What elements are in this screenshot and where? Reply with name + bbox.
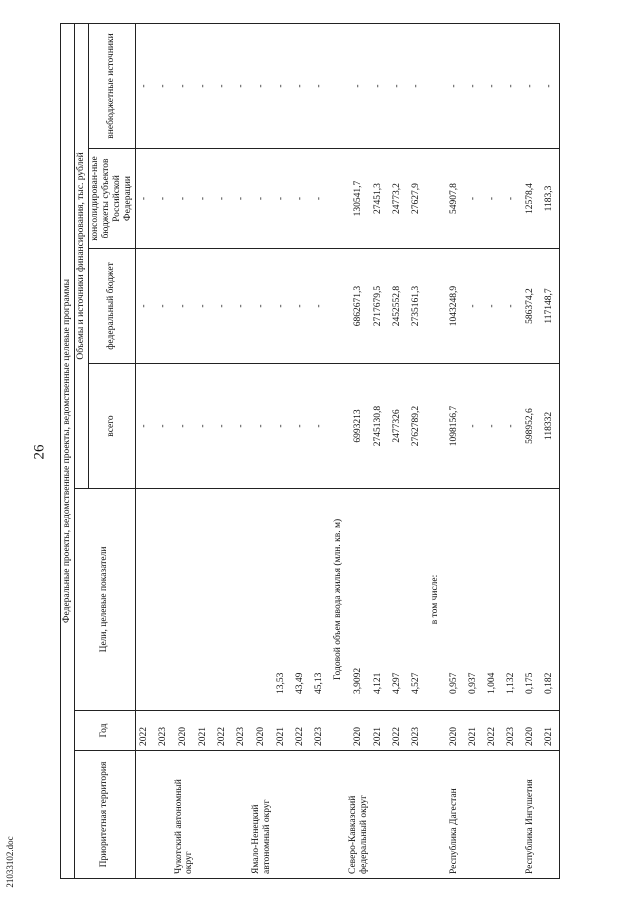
table-row	[445, 23, 464, 878]
extrabudget-cell: -	[135, 23, 155, 148]
extrabudget-cell: -	[502, 23, 521, 148]
territory-cell: Ямало-Ненецкий автономный округ	[251, 751, 272, 879]
federal-cell: -	[232, 249, 251, 364]
territory-cell	[426, 751, 445, 879]
consolidated-cell: -	[155, 149, 174, 249]
territory-cell	[329, 751, 348, 879]
territory-cell	[194, 751, 213, 879]
year-cell: 2022	[213, 711, 232, 751]
table-row	[291, 23, 310, 878]
year-cell: 2021	[464, 711, 483, 751]
year-cell: 2023	[310, 711, 329, 751]
total-cell: 2745130,8	[369, 364, 388, 489]
total-cell: 1098156,7	[445, 364, 464, 489]
year-cell: 2023	[502, 711, 521, 751]
table-row	[310, 23, 329, 878]
consolidated-cell: -	[251, 149, 272, 249]
table-row	[521, 23, 540, 878]
table-row	[194, 23, 213, 878]
table-row	[232, 23, 251, 878]
year-cell: 2021	[272, 711, 291, 751]
goal-value-cell: 4,121	[369, 489, 388, 711]
col-territory: Приоритетная территория	[74, 751, 135, 879]
total-cell: -	[464, 364, 483, 489]
table-row	[388, 23, 407, 878]
territory-cell	[540, 751, 560, 879]
table-row	[272, 23, 291, 878]
goal-value-cell: 13,53	[272, 489, 291, 711]
consolidated-cell: -	[213, 149, 232, 249]
extrabudget-cell: -	[194, 23, 213, 148]
year-cell: 2020	[348, 711, 369, 751]
goal-value-cell: 0,175	[521, 489, 540, 711]
table-row	[540, 23, 560, 878]
table-body	[135, 23, 560, 878]
consolidated-cell: 130541,7	[348, 149, 369, 249]
territory-cell	[155, 751, 174, 879]
total-cell: -	[213, 364, 232, 489]
col-year: Год	[74, 711, 135, 751]
territory-cell	[272, 751, 291, 879]
consolidated-cell: 24773,2	[388, 149, 407, 249]
total-cell: -	[502, 364, 521, 489]
extrabudget-cell: -	[251, 23, 272, 148]
federal-cell: -	[272, 249, 291, 364]
table-row	[348, 23, 369, 878]
extrabudget-cell: -	[407, 23, 426, 148]
year-cell: 2021	[540, 711, 560, 751]
federal-cell: -	[213, 249, 232, 364]
consolidated-cell: -	[483, 149, 502, 249]
goal-value-cell	[155, 489, 174, 711]
extrabudget-cell: -	[388, 23, 407, 148]
table-row	[174, 23, 195, 878]
extrabudget-cell: -	[310, 23, 329, 148]
table-row	[213, 23, 232, 878]
year-cell: 2020	[174, 711, 195, 751]
table-subheading-row	[426, 23, 445, 878]
goal-value-cell: 4,297	[388, 489, 407, 711]
territory-cell	[232, 751, 251, 879]
total-cell: -	[310, 364, 329, 489]
total-cell: 6993213	[348, 364, 369, 489]
extrabudget-cell: -	[174, 23, 195, 148]
year-cell: 2022	[135, 711, 155, 751]
goal-value-cell: 0,937	[464, 489, 483, 711]
total-cell	[329, 364, 348, 489]
year-cell: 2022	[388, 711, 407, 751]
federal-cell: -	[310, 249, 329, 364]
goal-value-cell: 0,957	[445, 489, 464, 711]
federal-cell: -	[135, 249, 155, 364]
consolidated-cell: 12578,4	[521, 149, 540, 249]
goal-value-cell: 1,132	[502, 489, 521, 711]
col-goals: Цели, целевые показатели	[74, 489, 135, 711]
federal-cell: -	[155, 249, 174, 364]
goal-value-cell: 3,9092	[348, 489, 369, 711]
federal-cell: 2452552,8	[388, 249, 407, 364]
extrabudget-cell: -	[464, 23, 483, 148]
territory-cell	[369, 751, 388, 879]
table-row	[369, 23, 388, 878]
extrabudget-cell: -	[369, 23, 388, 148]
federal-cell: -	[502, 249, 521, 364]
year-cell	[329, 711, 348, 751]
extrabudget-cell	[426, 23, 445, 148]
extrabudget-cell: -	[483, 23, 502, 148]
goal-value-cell: 1,004	[483, 489, 502, 711]
territory-cell	[464, 751, 483, 879]
extrabudget-cell: -	[155, 23, 174, 148]
table-row	[251, 23, 272, 878]
goal-value-cell: 43,49	[291, 489, 310, 711]
year-cell: 2023	[155, 711, 174, 751]
consolidated-cell: -	[135, 149, 155, 249]
consolidated-cell: 1183,3	[540, 149, 560, 249]
extrabudget-cell: -	[272, 23, 291, 148]
consolidated-cell: -	[232, 149, 251, 249]
territory-cell	[502, 751, 521, 879]
rotated-table-container	[60, 24, 630, 879]
table-row	[155, 23, 174, 878]
document-footer: 21033102.doc	[5, 836, 15, 888]
consolidated-cell	[426, 149, 445, 249]
consolidated-cell: 27451,3	[369, 149, 388, 249]
financing-table	[60, 23, 560, 879]
page-number: 26	[31, 444, 48, 460]
subheading-cell: в том числе:	[426, 489, 445, 711]
table-stage	[60, 24, 630, 879]
year-cell: 2022	[291, 711, 310, 751]
year-cell: 2021	[369, 711, 388, 751]
consolidated-cell: -	[464, 149, 483, 249]
territory-cell: Республика Ингушетия	[521, 751, 540, 879]
year-cell: 2022	[483, 711, 502, 751]
goal-value-cell	[174, 489, 195, 711]
total-cell: -	[483, 364, 502, 489]
goal-value-cell	[251, 489, 272, 711]
goal-value-cell: 4,527	[407, 489, 426, 711]
federal-cell: 2735161,3	[407, 249, 426, 364]
territory-cell	[483, 751, 502, 879]
consolidated-cell: -	[310, 149, 329, 249]
col-extrabudget: внебюджетные источники	[88, 23, 135, 148]
table-subheading-row	[329, 23, 348, 878]
year-cell: 2023	[407, 711, 426, 751]
total-cell: -	[174, 364, 195, 489]
total-cell: -	[272, 364, 291, 489]
territory-cell	[213, 751, 232, 879]
extrabudget-cell: -	[348, 23, 369, 148]
col-consolidated: консолидирован-ные бюджеты субъектов Российской Федерации	[88, 149, 135, 249]
col-total: всего	[88, 364, 135, 489]
table-row	[407, 23, 426, 878]
total-cell: -	[291, 364, 310, 489]
federal-cell: 6862671,3	[348, 249, 369, 364]
year-cell: 2023	[232, 711, 251, 751]
total-cell: -	[155, 364, 174, 489]
extrabudget-cell: -	[232, 23, 251, 148]
extrabudget-cell	[329, 23, 348, 148]
consolidated-cell: 27627,9	[407, 149, 426, 249]
federal-cell: -	[194, 249, 213, 364]
territory-cell: Северо-Кавказский федеральный округ	[348, 751, 369, 879]
federal-cell: 2717679,5	[369, 249, 388, 364]
total-cell: -	[135, 364, 155, 489]
extrabudget-cell: -	[445, 23, 464, 148]
federal-cell	[329, 249, 348, 364]
total-cell: -	[251, 364, 272, 489]
federal-cell: -	[464, 249, 483, 364]
extrabudget-cell: -	[521, 23, 540, 148]
year-cell	[426, 711, 445, 751]
subheading-cell: Годовой объем ввода жилья (млн. кв. м)	[329, 489, 348, 711]
year-cell: 2020	[521, 711, 540, 751]
territory-cell	[291, 751, 310, 879]
consolidated-cell: 54907,8	[445, 149, 464, 249]
total-cell: 118332	[540, 364, 560, 489]
col-federal: федеральный бюджет	[88, 249, 135, 364]
federal-cell: 1043248,9	[445, 249, 464, 364]
territory-cell	[135, 751, 155, 879]
territory-cell	[310, 751, 329, 879]
goal-value-cell: 0,182	[540, 489, 560, 711]
total-cell: 598952,6	[521, 364, 540, 489]
extrabudget-cell: -	[540, 23, 560, 148]
consolidated-cell: -	[272, 149, 291, 249]
consolidated-cell: -	[502, 149, 521, 249]
territory-cell	[388, 751, 407, 879]
goal-value-cell	[213, 489, 232, 711]
federal-cell: 117148,7	[540, 249, 560, 364]
goal-value-cell: 45,13	[310, 489, 329, 711]
federal-cell: -	[174, 249, 195, 364]
consolidated-cell: -	[194, 149, 213, 249]
consolidated-cell	[329, 149, 348, 249]
territory-cell: Чукотский автономный округ	[174, 751, 195, 879]
goal-value-cell	[194, 489, 213, 711]
total-cell: 2477326	[388, 364, 407, 489]
table-row	[483, 23, 502, 878]
territory-cell	[407, 751, 426, 879]
federal-cell: -	[291, 249, 310, 364]
year-cell: 2020	[445, 711, 464, 751]
col-funding: Объемы и источники финансирования, тыс. рублей	[74, 23, 88, 488]
year-cell: 2021	[194, 711, 213, 751]
federal-cell: -	[251, 249, 272, 364]
federal-cell: 586374,2	[521, 249, 540, 364]
territory-cell: Республика Дагестан	[445, 751, 464, 879]
table-row	[135, 23, 155, 878]
consolidated-cell: -	[174, 149, 195, 249]
table-row	[464, 23, 483, 878]
group-title: Федеральные проекты, ведомственные проекты, ведомственные целевые программы	[61, 23, 75, 878]
total-cell: -	[194, 364, 213, 489]
total-cell: 2762789,2	[407, 364, 426, 489]
total-cell: -	[232, 364, 251, 489]
table-row	[502, 23, 521, 878]
extrabudget-cell: -	[291, 23, 310, 148]
federal-cell	[426, 249, 445, 364]
consolidated-cell: -	[291, 149, 310, 249]
total-cell	[426, 364, 445, 489]
goal-value-cell	[135, 489, 155, 711]
federal-cell: -	[483, 249, 502, 364]
extrabudget-cell: -	[213, 23, 232, 148]
goal-value-cell	[232, 489, 251, 711]
year-cell: 2020	[251, 711, 272, 751]
